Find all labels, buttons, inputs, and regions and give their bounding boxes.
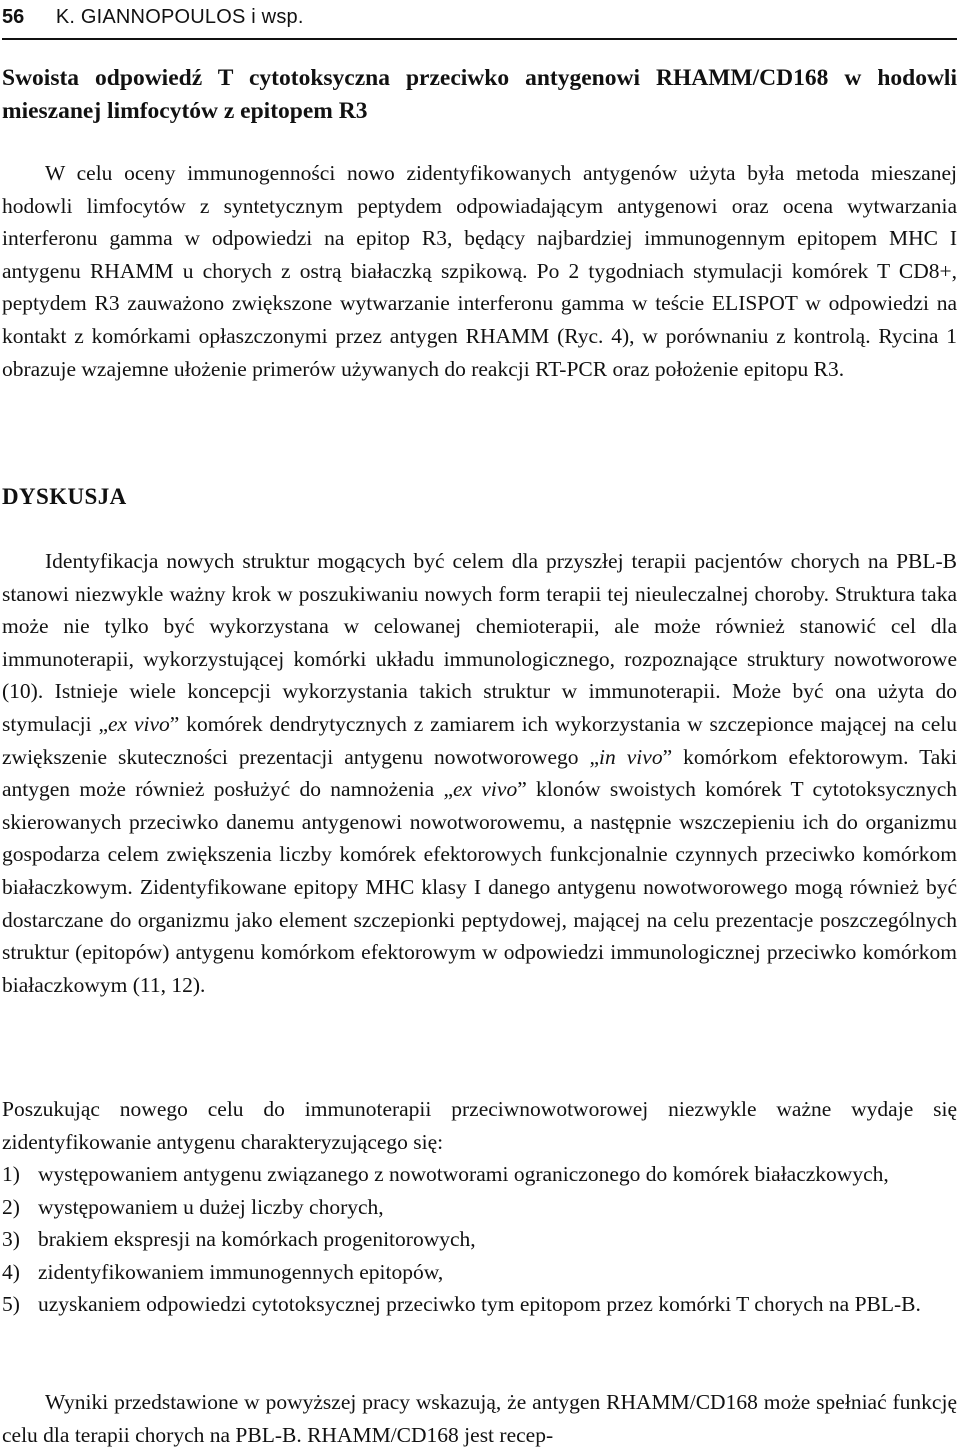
section-title: Swoista odpowiedź T cytotoksyczna przeciwko antygenowi RHAMM/CD168 w hodowli mieszanej limfocytów z epitopem R3 (2, 65, 957, 124)
discussion-text-4: ” klonów swoistych komórek T cytotoksycznych skierowanych przeciwko danemu antygenowi nowotworowemu, a następnie wszczepieniu ich do organizmu gospodarza celem zwiększenia liczby komórek efektorowych funkcjonalnie czynnych przeciwko komórkom białaczkowym. Zidentyfikowane epitopy MHC klasy I danego antygenu nowotworowego mogą również być dostarczane do organizmu jako element szczepionki peptydowej, mającej na celu prezentacje poszczególnych struktur (epitopów) antygenu komórkom efektorowym w odpowiedzi immunologicznej przeciwko komórkom białaczkowym (11, 12). (2, 777, 958, 997)
criteria-list-item (2, 1256, 957, 1289)
conclusion-paragraph: Wyniki przedstawione w powyższej pracy wskazują, że antygen RHAMM/CD168 może spełniać funkcję celu dla terapii chorych na PBL-B. RHAMM/CD168 jest recep- (2, 1390, 957, 1447)
criteria-intro-paragraph: Poszukując nowego celu do immunoterapii przeciwnowotworowej niezwykle ważne wydaje się zidentyfikowanie antygenu charakteryzującego się: (2, 1097, 957, 1154)
list-item-number: 2) (2, 1194, 20, 1219)
list-item-number: 3) (2, 1227, 20, 1252)
discussion-text-3: ” komórkom efektorowym. Taki antygen może również posłużyć do namnożenia „ (2, 744, 957, 802)
list-item-text: występowaniem antygenu związanego z nowotworami ograniczonego do komórek białaczkowych, (38, 1162, 889, 1186)
criteria-list (2, 1158, 957, 1321)
discussion-italic-ex-vivo-1: ex vivo (108, 711, 170, 736)
criteria-list-item (2, 1191, 957, 1224)
criteria-list-item (2, 1223, 957, 1256)
running-header (2, 2, 957, 40)
list-item-number: 4) (2, 1259, 20, 1284)
discussion-italic-in-vivo: in vivo (599, 744, 663, 769)
discussion-heading: DYSKUSJA (2, 484, 127, 509)
criteria-list-item (2, 1158, 957, 1191)
page-number: 56 (2, 6, 25, 28)
discussion-paragraph (2, 545, 957, 1001)
running-header-authors: K. GIANNOPOULOS i wsp. (55, 6, 304, 28)
results-paragraph: W celu oceny immunogenności nowo zidentyfikowanych antygenów użyta była metoda mieszanej hodowli limfocytów z syntetycznym peptydem odpowiadającym antygenowi oraz ocena wytwarzania interferonu gamma w odpowiedzi na epitop R3, będący najbardziej immunogennym epitopem MHC I antygenu RHAMM u chorych z ostrą białaczką szpikową. Po 2 tygodniach stymulacji komórek T CD8+, peptydem R3 zauważono zwiększone wytwarzanie interferonu gamma w teście ELISPOT w odpowiedzi na kontakt z komórkami opłaszczonymi przez antygen RHAMM (Ryc. 4), w porównaniu z kontrolą. Rycina 1 obrazuje wzajemne ułożenie primerów używanych do reakcji RT-PCR oraz położenie epitopu R3. (2, 161, 957, 381)
criteria-list-item (2, 1288, 957, 1321)
list-item-text: występowaniem u dużej liczby chorych, (38, 1194, 384, 1219)
list-item-text: zidentyfikowaniem immunogennych epitopów, (38, 1259, 444, 1284)
list-item-text: brakiem ekspresji na komórkach progenitorowych, (38, 1227, 476, 1252)
discussion-italic-ex-vivo-2: ex vivo (453, 777, 518, 802)
list-item-number: 1) (2, 1162, 20, 1186)
discussion-text-2: ” komórek dendrytycznych z zamiarem ich wykorzystania w szczepionce mającej na celu zwiększenie skuteczności prezentacji antygenu nowotworowego „ (2, 711, 957, 769)
list-item-number: 5) (2, 1292, 20, 1317)
discussion-text-1: Identyfikacja nowych struktur mogących być celem dla przyszłej terapii pacjentów chorych na PBL-B stanowi niezwykle ważny krok w poszukiwaniu nowych form terapii tej nieuleczalnej choroby. Struktura taka może nie tylko być wykorzystana w celowanej chemioterapii, ale może również stanowić cel dla immunoterapii, wykorzystującej komórki układu immunologicznego, rozpoznające struktury nowotworowe (10). Istnieje wiele koncepcji wykorzystania takich struktur w immunoterapii. Może być ona użyta do stymulacji „ (2, 549, 957, 736)
list-item-text: uzyskaniem odpowiedzi cytotoksycznej przeciwko tym epitopom przez komórki T chorych na PBL-B. (38, 1292, 921, 1317)
